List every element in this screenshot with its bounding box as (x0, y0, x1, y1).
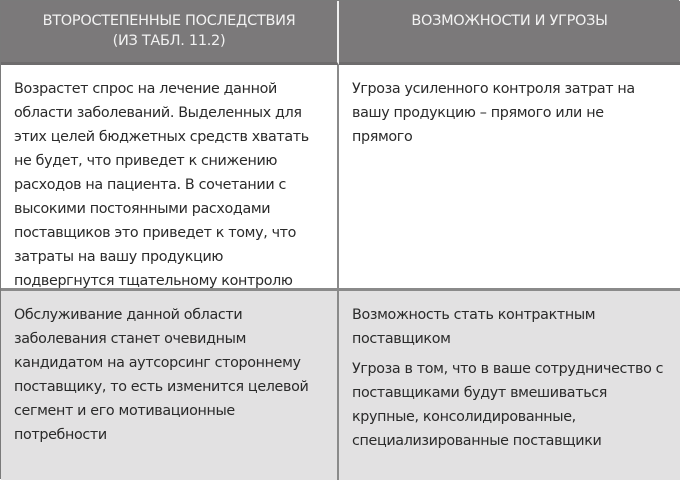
header-opportunities-threats (339, 1, 680, 65)
cell-text: Возможность стать контрактным поставщиком (352, 307, 596, 347)
header-line: ВТОРОСТЕПЕННЫЕ ПОСЛЕДСТВИЯ (42, 13, 296, 29)
table-cell-opportunity (339, 65, 680, 291)
header-line: ВОЗМОЖНОСТИ И УГРОЗЫ (411, 13, 608, 29)
header-line: (ИЗ ТАБЛ. 11.2) (112, 33, 226, 49)
cell-text: Угроза в том, что в ваше сотрудничество с поставщиками будут вмешиваться крупные, консолидированные, специализированные поставщики (352, 361, 664, 449)
header-secondary-consequences (1, 1, 339, 65)
cell-text: Возрастет спрос на лечение данной области заболеваний. Выделенных для этих целей бюджетных средств хватать не будет, что приведет к снижению расходов на пациента. В сочетании с высокими постоянными расходами поставщиков это приведет к тому, что затраты на вашу продукцию подвергнутся тщательному контролю (14, 81, 309, 289)
cell-text: Обслуживание данной области заболевания станет очевидным кандидатом на аутсорсинг стороннему поставщику, то есть изменится целевой сегмент и его мотивационные потребности (14, 307, 309, 443)
cell-text: Угроза усиленного контроля затрат на вашу продукцию – прямого или не прямого (352, 81, 635, 145)
table-cell-consequence (1, 291, 339, 480)
table-cell-consequence (1, 65, 339, 291)
table-cell-opportunity (339, 291, 680, 480)
